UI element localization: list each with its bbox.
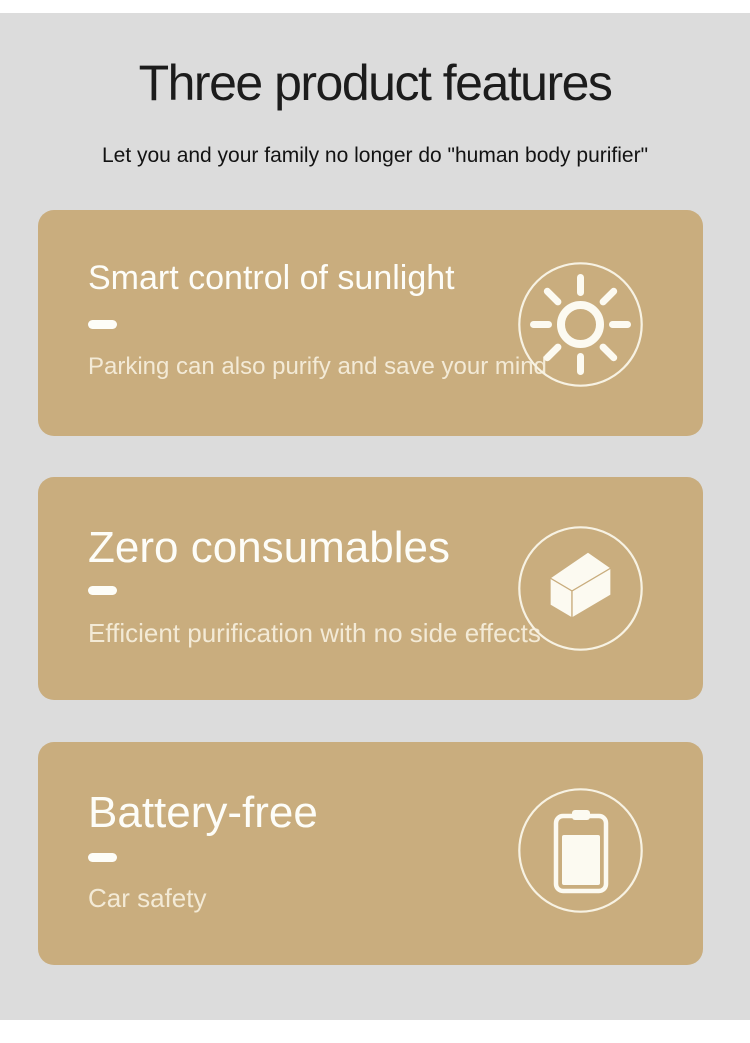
card-title: Zero consumables <box>88 523 450 572</box>
page-subtitle: Let you and your family no longer do "human body purifier" <box>101 144 649 167</box>
top-white-strip <box>0 0 750 13</box>
card-title: Battery-free <box>88 788 318 837</box>
dash-divider <box>88 853 117 862</box>
dash-divider <box>88 320 117 329</box>
feature-card-battery <box>38 742 703 965</box>
dash-divider <box>88 586 117 595</box>
page-title: Three product features <box>138 55 612 111</box>
card-subtitle: Efficient purification with no side effects <box>88 618 541 648</box>
cube-icon <box>517 525 644 652</box>
bottom-white-strip <box>0 1020 750 1043</box>
feature-card-consumables <box>38 477 703 700</box>
card-title: Smart control of sunlight <box>88 259 455 297</box>
card-subtitle: Parking can also purify and save your mind <box>88 353 547 380</box>
sun-icon <box>517 261 644 388</box>
content-area <box>0 13 750 1020</box>
feature-card-sunlight <box>38 210 703 436</box>
card-subtitle: Car safety <box>88 883 207 913</box>
battery-icon <box>517 787 644 914</box>
